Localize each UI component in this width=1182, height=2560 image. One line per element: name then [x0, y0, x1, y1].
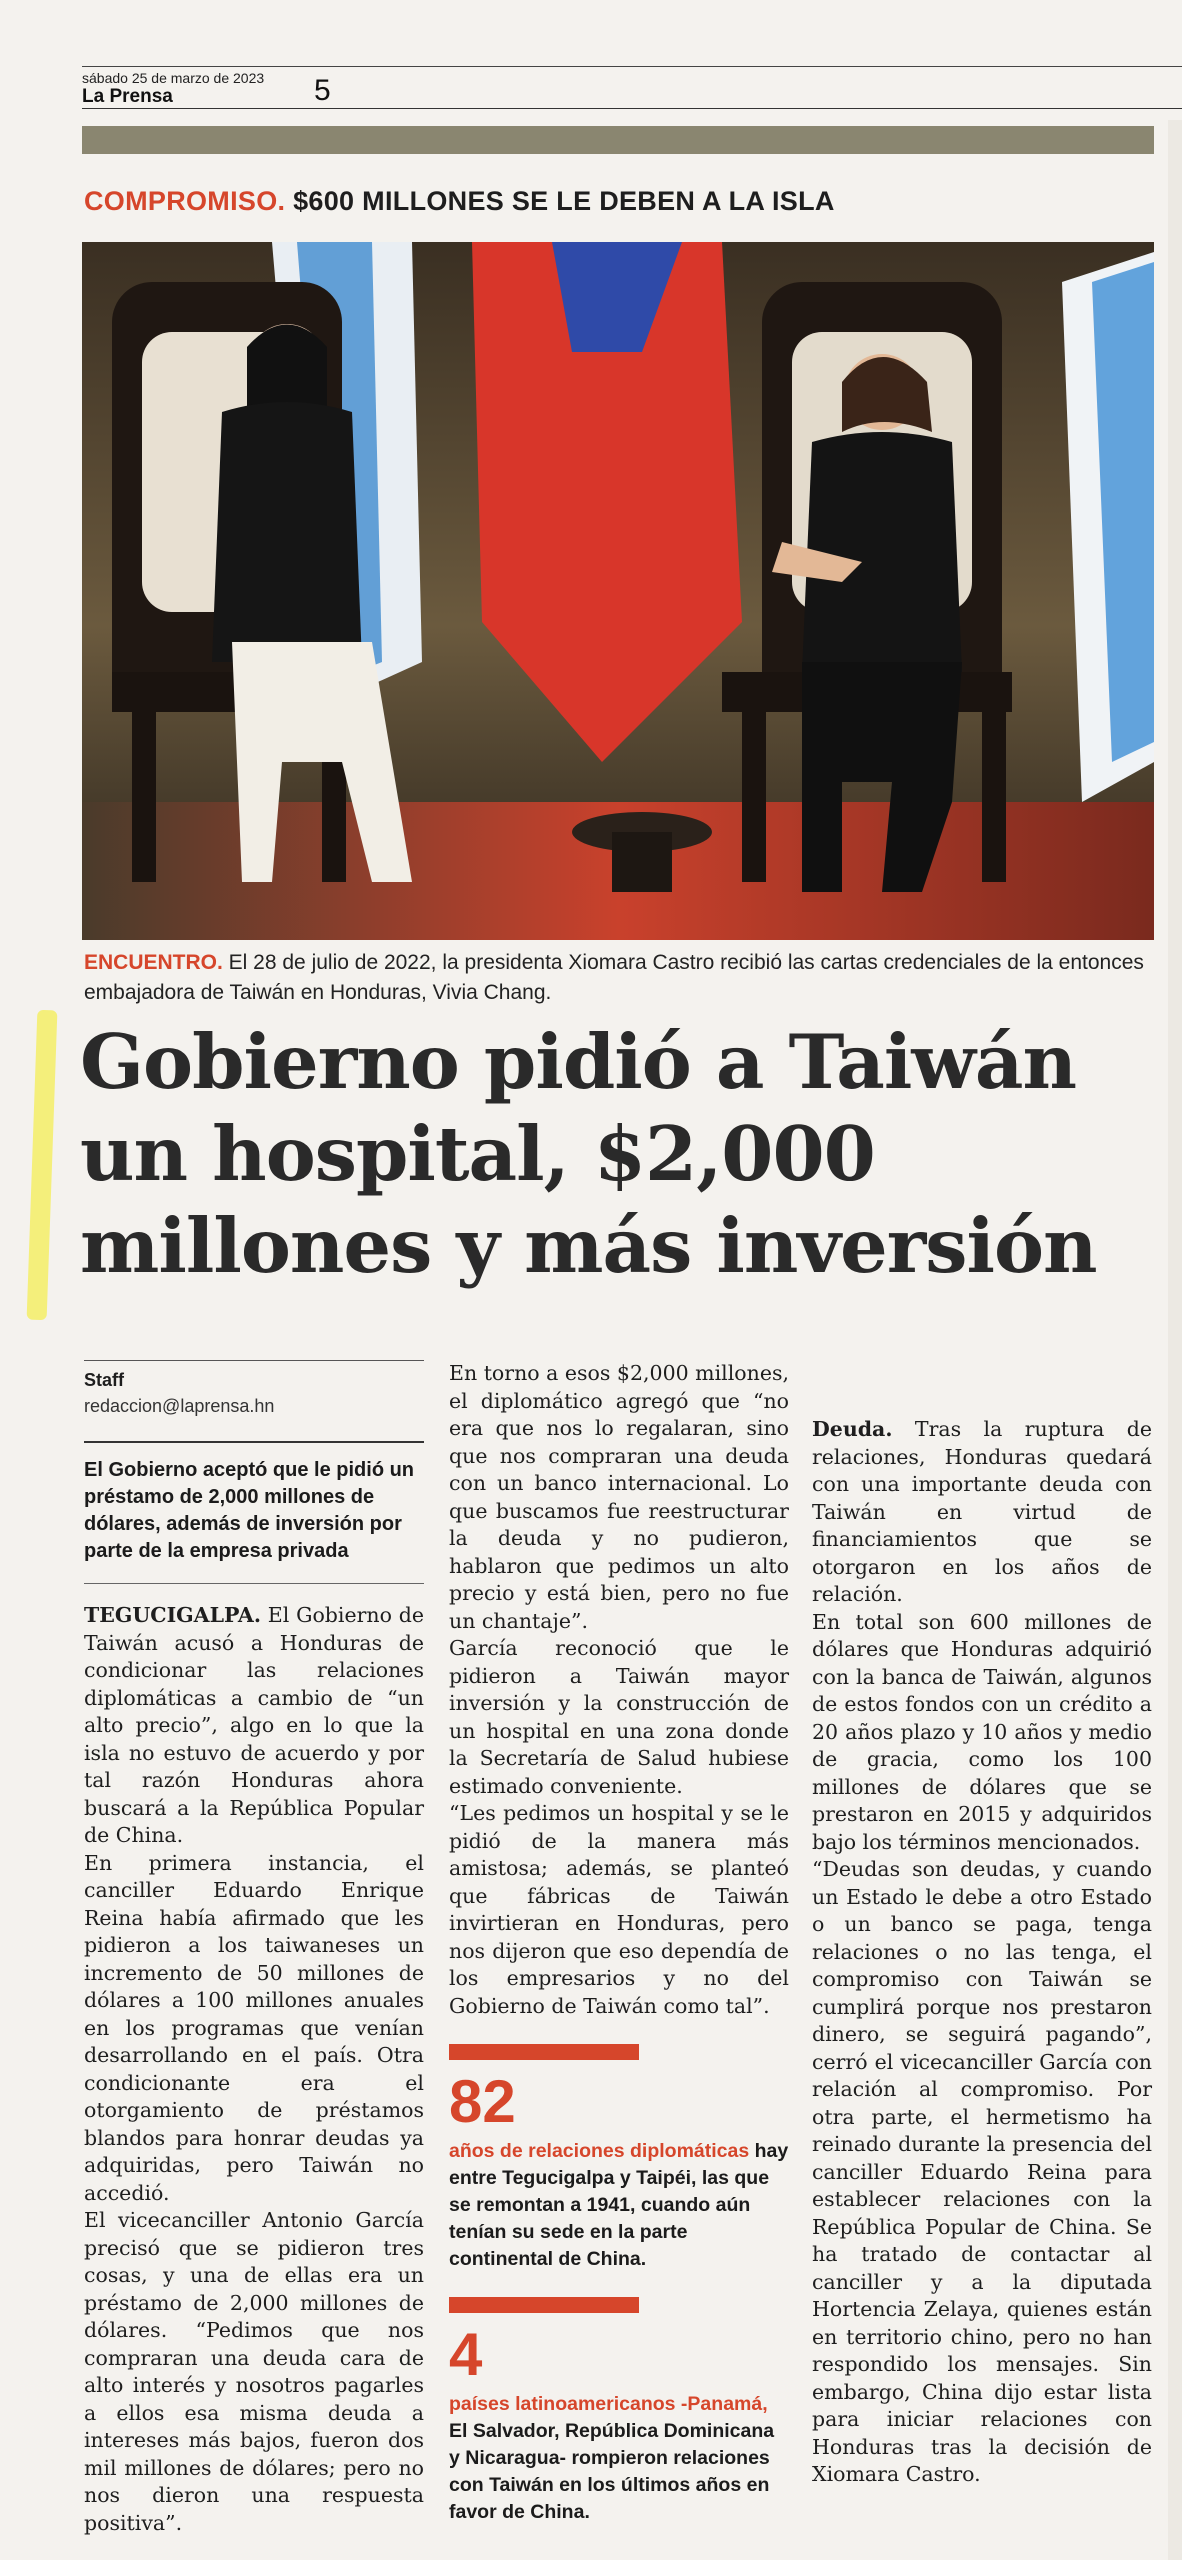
column-2 — [449, 1360, 789, 2526]
stat-1-text — [449, 2138, 789, 2273]
paragraph-4: En torno a esos $2,000 millones, el diplomático agregó que “no era que nos lo regalaran, sino que nos compraran una deuda con un banco internacional. Lo que buscamos fue reestructurar la deuda y no pudieron, hablaron que pedimos un alto precio y está bien, pero no fue un chantaje”. — [449, 1361, 789, 1633]
paragraph-5: García reconoció que le pidieron a Taiwán mayor inversión y la construcción de un hospital en una zona donde la Secretaría de Salud hubiese estimado conveniente. — [449, 1636, 789, 1798]
stat-2-body: El Salvador, República Dominicana y Nicaragua- rompieron relaciones con Taiwán en los últimos años en favor de China. — [449, 2420, 775, 2523]
news-photo — [82, 242, 1154, 940]
section-lead-deuda: Deuda. — [812, 1417, 893, 1441]
stat-2-bar — [449, 2297, 639, 2313]
top-rule — [82, 66, 1182, 67]
highlighter-mark — [27, 1010, 58, 1321]
masthead-paper-name: La Prensa — [82, 86, 173, 107]
masthead-date: sábado 25 de marzo de 2023 — [82, 70, 265, 86]
photo-illustration — [82, 242, 1154, 940]
article-summary: El Gobierno aceptó que le pidió un préstamo de 2,000 millones de dólares, además de inversión por parte de la empresa privada — [84, 1441, 424, 1565]
headline: Gobierno pidió a Taiwán un hospital, $2,000 millones y más inversión — [80, 1018, 1097, 1290]
stat-1-highlight: años de relaciones diplomáticas — [449, 2140, 750, 2162]
section-color-bar — [82, 126, 1154, 154]
byline-author: Staff — [84, 1370, 124, 1390]
column-1 — [84, 1360, 424, 2537]
paragraph-1 — [84, 1602, 424, 1850]
kicker-text: $600 MILLONES SE LE DEBEN A LA ISLA — [285, 186, 835, 216]
paragraph-3: El vicecanciller Antonio García precisó que se pidieron tres cosas, y una de ellas era un préstamo de 2,000 millones de dólares. “Pedimos que nos compraran una deuda cara de alto interés y nosotros pagarles a ellos esa misma deuda a intereses más bajos, fueron dos mil millones de dólares; pero no nos dieron una respuesta positiva”. — [84, 2208, 424, 2535]
column-3 — [812, 1360, 1152, 2489]
paragraph-8: En total son 600 millones de dólares que Honduras adquirió con la banca de Taiwán, algunos de estos fondos con un crédito a 20 años plazo y 10 años y medio de gracia, como los 100 millones de dólares que se prestaron en 2015 y adquiridos bajo los términos mencionados. — [812, 1609, 1152, 1854]
caption-lead: ENCUENTRO. — [84, 951, 223, 974]
dateline: TEGUCIGALPA. — [84, 1603, 261, 1627]
summary-rule — [84, 1583, 424, 1584]
stat-1-number: 82 — [449, 2068, 516, 2135]
paragraph-7 — [812, 1416, 1152, 1609]
masthead-rule — [82, 108, 1182, 109]
stat-2-number: 4 — [449, 2321, 483, 2388]
stat-1-body: hay entre Tegucigalpa y Taipéi, las que se remontan a 1941, cuando aún tenían su sede en la parte continental de China. — [449, 2140, 789, 2270]
stat-1-bar — [449, 2044, 639, 2060]
paragraph-2: En primera instancia, el canciller Eduardo Enrique Reina había afirmado que les pidieron a los taiwaneses un incremento de 50 millones de dólares a 100 millones anuales en los programas que venían desarrollando en el país. Otra condicionante era el otorgamiento de préstamos blandos para honrar deudas ya adquiridas, pero Taiwán no accedió. — [84, 1850, 424, 2205]
byline-email[interactable]: redaccion@laprensa.hn — [84, 1396, 275, 1416]
stat-2-highlight: países latinoamericanos -Panamá, — [449, 2393, 768, 2415]
paragraph-1-text: El Gobierno de Taiwán acusó a Honduras de condicionar las relaciones diplomáticas a cambio de “un alto precio”, algo en lo que la isla no estuvo de acuerdo y por tal razón Honduras ahora buscará a la República Popular de China. — [84, 1603, 424, 1847]
adjacent-page-edge — [1168, 120, 1182, 2560]
paragraph-7-text: Tras la ruptura de relaciones, Honduras quedará con una importante deuda con Taiwán en virtud de financiamientos que se otorgaron en los años de relación. — [812, 1417, 1152, 1606]
byline-top-rule — [84, 1360, 424, 1361]
page-number: 5 — [314, 74, 331, 107]
photo-caption — [84, 948, 1144, 1008]
kicker-label: COMPROMISO. — [84, 186, 286, 216]
paragraph-6: “Les pedimos un hospital y se le pidió de la manera más amistosa; además, se planteó que fábricas de Taiwán invirtieran en Honduras, pero nos dijeron que eso dependía de los empresarios y no del Gobierno de Taiwán como tal”. — [449, 1801, 789, 2018]
paragraph-9: “Deudas son deudas, y cuando un Estado le debe a otro Estado o un banco se paga, tenga relaciones o no las tenga, el compromiso con Taiwán se cumplirá porque nos prestaron dinero, se seguirá pagando”, cerró el vicecanciller García con relación al compromiso. Por otra parte, el hermetismo ha reinado durante la presencia del canciller Eduardo Reina para establecer relaciones con la República Popular de China. Se ha tratado de contactar al canciller y a la diputada Hortencia Zelaya, quienes están en territorio chino, pero no han respondido los mensajes. Sin embargo, China dijo estar lista para iniciar relaciones con Honduras tras la decisión de Xiomara Castro. — [812, 1857, 1152, 2486]
kicker — [84, 186, 835, 217]
caption-text: El 28 de julio de 2022, la presidenta Xiomara Castro recibió las cartas credenciales de la entonces embajadora de Taiwán en Honduras, Vivia Chang. — [84, 951, 1144, 1004]
stat-2-text — [449, 2391, 789, 2526]
